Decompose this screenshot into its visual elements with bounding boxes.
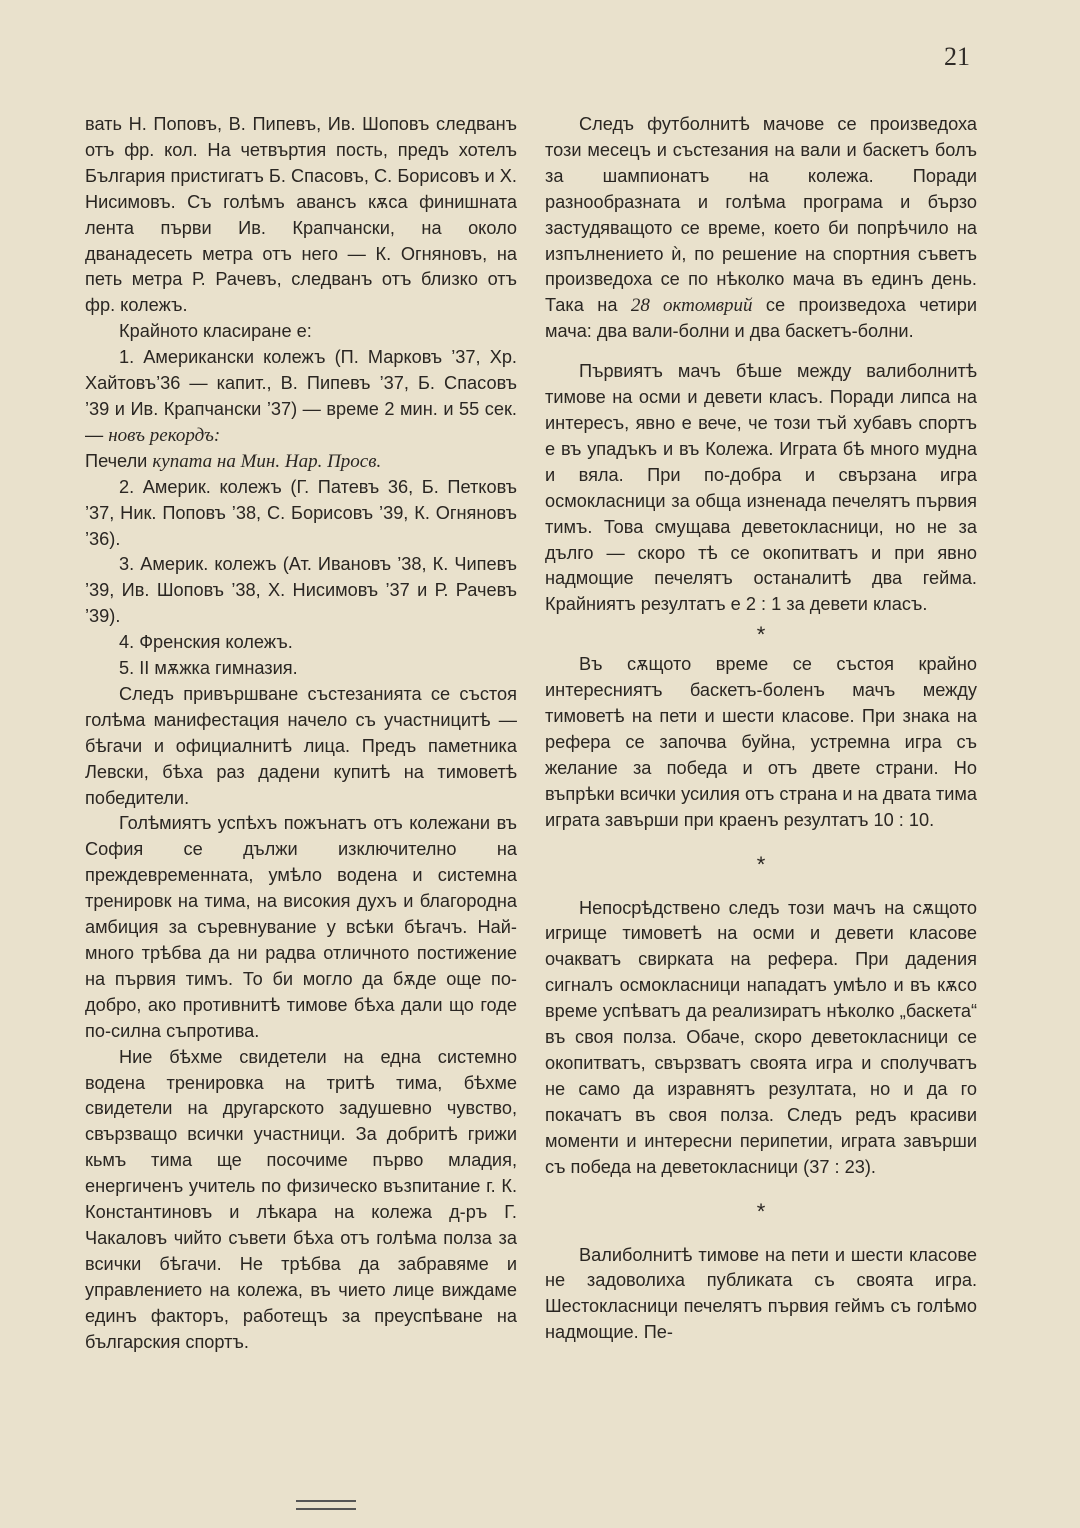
section-separator: * [756,622,766,648]
list-item [85,345,517,475]
paragraph-text: се произведоха четири мача: два вали-болни и два баскетъ-болни. [545,295,977,342]
list-item: 3. Америк. колежъ (Ат. Ивановъ ’38, К. Чипевъ ’39, Ив. Шоповъ ’38, Х. Нисимовъ ’37 и Р. Рачевъ ’39). [85,554,517,627]
list-item: 4. Френския колежъ. [119,632,293,653]
paragraph: вать Н. Поповъ, В. Пипевъ, Ив. Шоповъ следванъ отъ фр. кол. На четвъртия пость, предъ хотелъ България пристигатъ Б. Спасовъ, С. Борисовъ и Х. Нисимовъ. Съ голѣмъ авансъ кѫса финишната лента първи Ив. Крапчански, на около дванадесеть метра отъ него — К. Огняновъ, на петь метра Р. Рачевъ, следванъ отъ близко отъ фр. колежъ. [85,114,517,316]
paragraph: Непосрѣдствено следъ този мачъ на сѫщото игрище тимоветѣ на осми и девети класове очакватъ свирката на рефера. При дадения сигналъ осмокласници нападатъ умѣло и въ кѫсо време успѣватъ да реализиратъ нѣколко „баскета“ въ своя полза. Обаче, скоро деветокласници се окопитватъ, свързватъ своята игра и сполучватъ не само да изравнятъ резултата, но и да го покачатъ въ своя полза. Следъ редъ красиви моменти и интересни перипетии, играта завърши съ победа на деветокласници (37 : 23). [545,897,977,1177]
list-item: 2. Америк. колежъ (Г. Патевъ 36, Б. Петковъ ’37, Ник. Поповъ ’38, С. Борисовъ ’39, К. Огняновъ ’36). [85,476,517,549]
won-label: Печели [85,450,148,471]
end-rule [296,1500,356,1510]
cup-name: купата на Мин. Нар. Просв. [152,450,382,472]
page-number: 21 [944,42,970,71]
list-item-text: 1. Американски колежъ (П. Марковъ ’37, Хр. Хайтовъ’36 — капит., В. Пипевъ ’37, Б. Спасовъ ’39 и Ив. Крапчански ’37) — време 2 мин. и 55 сек. — [85,347,517,445]
paragraph: Въ сѫщото време се състоя крайно интересниятъ баскетъ-боленъ мачъ между тимоветѣ на пети и шести класове. При знака на рефера се започва буйна, устремна игра съ желание за победа и отъ двете страни. Но въпрѣки всички усилия отъ страна и на двата тима играта завърши при краенъ резултатъ 10 : 10. [545,654,977,830]
section-separator: * [756,1198,766,1224]
paragraph: Валиболнитѣ тимове на пети и шести класове не задоволиха публиката съ своята игра. Шестокласници печелятъ първия геймъ съ голѣмо надмощие. Пе- [545,1244,977,1343]
date: 28 октомврий [630,295,753,317]
left-column [85,112,517,1356]
list-item: 5. II мѫжка гимназия. [119,658,298,679]
paragraph: Голѣмиятъ успѣхъ пожънатъ отъ колежани въ София се дължи изключително на преждевременната, умѣло водена и системна тренировк на тима, на високия духъ и благородна амбиция за съревнувание у всѣки бѣгачъ. Най-много трѣбва да ни радва отличното постижение на първия тимъ. То би могло да бѫде още по-добро, ако противнитѣ тимове бѣха дали що годе по-силна съпротива. [85,813,517,1041]
paragraph-text: Следъ футболнитѣ мачове се произведоха този месецъ и състезания на вали и баскетъ болъ за шампионатъ на колежа. Поради разнообразната и голѣма програма и бързо застудяващото се време, което би попрѣчило на изпълнението ѝ, по решение на спортния съветъ произведоха се по нѣколко мача въ единъ день. Така на [545,114,977,316]
right-column [545,112,977,1346]
record-note: новъ рекордъ: [108,424,221,446]
section-separator: * [756,851,766,877]
paragraph: Ние бѣхме свидетели на една системно водена тренировка на тритѣ тима, бѣхме свидетели на другарското задушевно чувство, свързващо всички участници. За добритѣ грижи кьмъ тима ще посочиме първо младия, енергиченъ учитель по физическо възпитание г. К. Константиновъ и лѣкара на колежа д-ръ Г. Чакаловъ чийто съвети бѣха отъ голѣма полза за всички бѣгачи. Не трѣбва да забравяме и управлението на колежа, въ чието лице виждаме единъ факторъ, работещъ за преуспѣване на българския спортъ. [85,1046,517,1352]
paragraph [545,112,977,345]
paragraph: Следъ привършване състезанията се състоя голѣма манифестация начело съ участницитѣ — бѣгачи и официалнитѣ лица. Предъ паметника Левски, бѣха раз дадени купитѣ на тимоветѣ победители. [85,683,517,808]
paragraph: Първиятъ мачъ бѣше между валиболнитѣ тимове на осми и девети класъ. Поради липса на интересъ, явно е вече, че този тъй хубавъ спортъ е въ упадъкъ и въ Колежа. Играта бѣ много мудна и вяла. При по-добра и свързана игра осмокласници за обща изненада печелятъ първия тимъ. Това смущава деветокласници, но не за дълго — скоро тѣ се окопитватъ и при явно надмощие печелятъ останалитѣ два гейма. Крайниятъ резултатъ е 2 : 1 за девети класъ. [545,361,977,615]
paragraph: Крайното класиране е: [119,321,312,342]
